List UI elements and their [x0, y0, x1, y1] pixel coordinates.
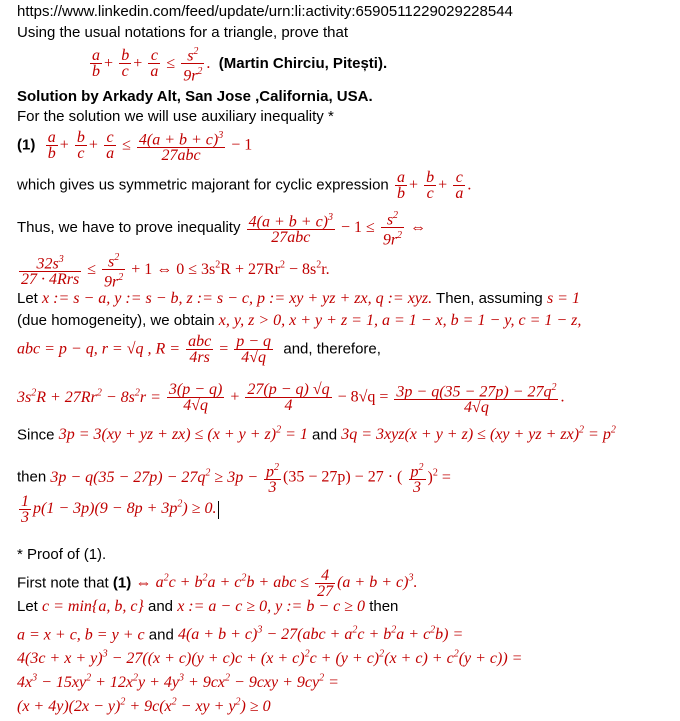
since-line: Since 3p = 3(xy + yz + $zx) \le (x + y + z)^2 = 1$ and 3q = 3xyz(x + y + z) ≤ (xy + yz + $zx)^2 = p^2$ — [17, 425, 616, 444]
abc-line: abc = p − q, r = √q , R = $\frac{\text{abc}}{4rs}$ = $\frac{p - q}{4√q}$ and, therefore, — [17, 333, 381, 366]
reduced-inequality: $\frac{32s^3}{\text{27 · 4Rrs}}$ ≤ $\frac{s^2}{9r^2}$ + 1 ⇔ $0 \le 3s^2R + 27Rr^2 - 8s^2r$. — [21, 252, 330, 291]
eq1-label: (1) — [17, 136, 36, 154]
text-cursor — [218, 501, 219, 519]
first-note-line: First note that (1) ⇔ $a^2c + b^2a + c^2b$ + abc ≤ $\frac{4}{27}$ $(a + b + c)^3$. — [17, 567, 418, 600]
problem-intro: Using the usual notations for a triangle, prove that — [17, 24, 349, 41]
expansion-line-2: $4x^3 - 15xy^2 + 12x^2y + 4y^3 + 9cx^2 - 9cxy + 9cy^2$ = — [17, 673, 339, 692]
expression-line: $3s^2R + 27Rr^2 - 8s^2r$ = $\frac{3(p - q)}{4√q}$ + $\frac{27(p - q) √q}{4}$ − 8√q = $\frac{3p - q(35 - 27p) - 27q^2}{4√q}$ . — [17, 381, 565, 417]
let-c-line: Let c = min{a, b, c} and x := a − c ≥ 0, y := b − c ≥ 0 then — [17, 598, 399, 615]
aux-inequality: (1) $\frac{a}{b}$ + $\frac{b}{c}$ + $\frac{c}{a}$ ≤ $\frac{4(a + b + c)^3}{\text{27abc}}$ − 1 — [17, 129, 253, 165]
source-url[interactable]: https://www.linkedin.com/feed/update/urn:li:activity:6590511229029228544 — [17, 3, 513, 20]
final-line: $\frac{1}{3}$ $p(1 - 3p)(9 - 8p + 3p^2) \ge 0$. — [17, 494, 219, 525]
aux-text: For the solution we will use auxiliary inequality * — [17, 108, 334, 125]
expansion-line-3: $(x + 4y)(2x - y)^2 + 9c(x^2$ − xy + $y^2) \ge 0$ — [17, 697, 271, 716]
proof-title: * Proof of (1). — [17, 546, 107, 563]
problem-author: (Martin Chirciu, Pitești). — [218, 54, 388, 72]
solution-author: Solution by Arkady Alt, San Jose ,California, USA. — [17, 88, 373, 105]
majorant-line: which gives us symmetric majorant for cyclic expression $\frac{a}{b}$ + $\frac{b}{c}$ + $\frac{c}{a}$ . — [17, 169, 472, 202]
expansion-line-1: $4(3c + x + y)^3 - 27((x + c)(y + c)c + (x + c)^2c + (y + c)^2(x + c) + c^2(y + c))$ = — [17, 649, 523, 668]
then-line: then $3p - q(35 - 27p) - 27q^2 \ge 3p$ − $\frac{p^2}{3}$ (35 − 27p) − 27 · ( $\frac{p^2}{3}$ )$^2$ = — [17, 462, 451, 497]
a-b-line: a = x + c, b = y + c and $4(a + b + c)^3 - 27(abc + a^2c + b^2a + c^2b)$ = — [17, 625, 464, 644]
homogeneity-line: (due homogeneity), we obtain x, y, z > 0, x + y + z = 1, a = 1 − x, b = 1 − y, c = 1 − z, — [17, 312, 582, 329]
thus-line: Thus, we have to prove inequality $\frac{4(a + b + c)^3}{\text{27abc}}$ − 1 ≤ $\frac{s^2}{9r^2}$ ⇔ — [17, 210, 427, 249]
problem-statement: $\frac{a}{b}$ + $\frac{b}{c}$ + $\frac{c}{a}$ ≤ $\frac{s^2}{9r^2}$ . (Martin Chirciu, Pitești). — [92, 46, 388, 85]
let-substitution: Let x := s − a, y := s − b, z := s − c, p := xy + yz + zx, q := xyz. Then, assuming s = 1 — [17, 290, 580, 307]
